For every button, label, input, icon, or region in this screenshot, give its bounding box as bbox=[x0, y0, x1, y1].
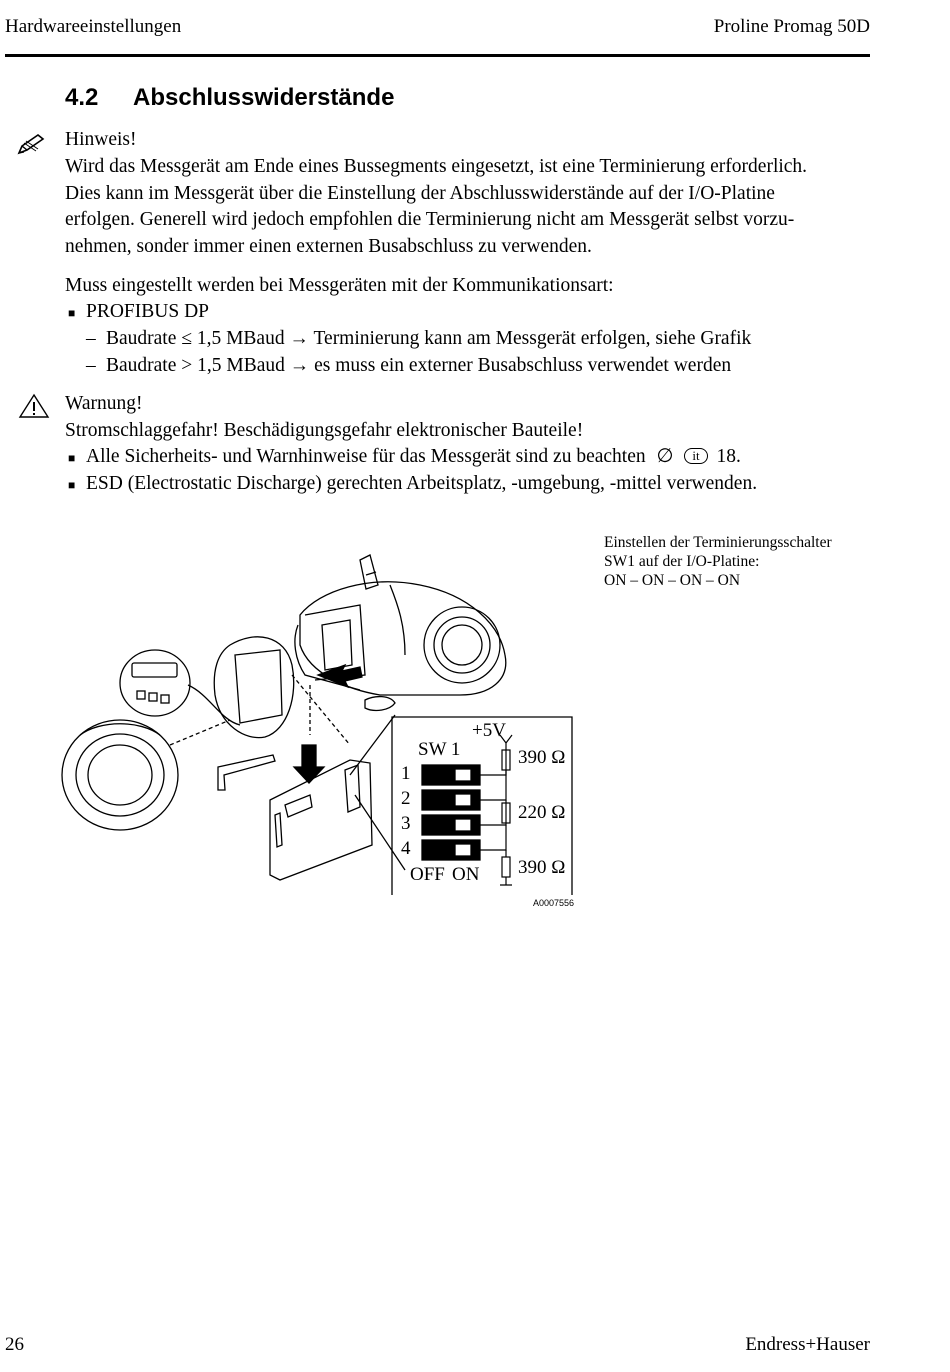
page-number: 26 bbox=[5, 1334, 24, 1355]
footer-brand: Endress+Hauser bbox=[745, 1334, 870, 1355]
terminating-switch-illustration bbox=[60, 545, 590, 915]
note-line-1: Wird das Messgerät am Ende eines Bussegments eingesetzt, ist eine Terminierung erforderlich. bbox=[65, 156, 808, 177]
warning-bullet-2: ■ ESD (Electrostatic Discharge) gerechten Arbeitsplatz, -umgebung, -mittel verwenden. bbox=[86, 471, 757, 498]
resistor-value-1: 390 Ω bbox=[518, 747, 566, 768]
switch-name-label: SW 1 bbox=[418, 739, 461, 760]
section-heading bbox=[65, 84, 394, 112]
resistor-network bbox=[480, 735, 512, 885]
housing-cover-ring bbox=[424, 607, 500, 683]
switch-position-3: 3 bbox=[401, 813, 411, 834]
header-chapter: Hardwareeinstellungen bbox=[5, 16, 182, 37]
switch-position-1: 1 bbox=[401, 763, 411, 784]
voltage-label: +5V bbox=[472, 720, 506, 741]
switch-position-4: 4 bbox=[401, 838, 411, 859]
config-bullet: ■ PROFIBUS DP bbox=[86, 299, 209, 326]
warning-label: Warnung! bbox=[65, 393, 143, 414]
figure-code: A0007556 bbox=[533, 898, 575, 908]
dip-switch-sw1 bbox=[422, 765, 480, 860]
header-product: Proline Promag 50D bbox=[713, 16, 870, 37]
header-rule bbox=[5, 54, 870, 57]
section-title: Abschlusswiderstände bbox=[133, 84, 395, 111]
note-line-2: Dies kann im Messgerät über die Einstellung der Abschlusswiderstände auf der I/O-Platine bbox=[65, 183, 775, 204]
figure-caption-line-1: Einstellen der Terminierungsschalter bbox=[604, 534, 832, 551]
front-cover-ring bbox=[62, 720, 178, 830]
note-line-3: erfolgen. Generell wird jedoch empfohlen die Terminierung nicht am Messgerät selbst vorzu- bbox=[65, 209, 795, 230]
config-intro: Muss eingestellt werden bei Messgeräten mit der Kommunikationsart: bbox=[65, 275, 614, 296]
figure-caption-line-2: SW1 auf der I/O-Platine: bbox=[604, 553, 760, 570]
io-board bbox=[270, 760, 372, 880]
warning-line: Stromschlaggefahr! Beschädigungsgefahr elektronischer Bauteile! bbox=[65, 420, 584, 441]
figure-caption-line-3: ON – ON – ON – ON bbox=[604, 572, 741, 589]
warning-triangle-icon bbox=[18, 393, 50, 419]
figure-caption bbox=[604, 533, 832, 590]
warning-bullet-1-page: 18. bbox=[716, 446, 741, 467]
switch-off-label: OFF bbox=[410, 864, 445, 885]
switch-position-2: 2 bbox=[401, 788, 411, 809]
resistor-value-2: 220 Ω bbox=[518, 802, 566, 823]
section-number: 4.2 bbox=[65, 84, 99, 111]
hex-key-tool bbox=[218, 755, 275, 790]
page-reference-badge: it bbox=[684, 448, 707, 464]
warning-bullet-1 bbox=[86, 444, 741, 471]
note-line-4: nehmen, sonder immer einen externen Busabschluss zu verwenden. bbox=[65, 236, 592, 257]
down-arrow bbox=[294, 745, 324, 783]
config-dash-1: – Baudrate ≤ 1,5 MBaud → Terminierung kann am Messgerät erfolgen, siehe Grafik bbox=[106, 326, 751, 353]
document-reference-icon: ∅ bbox=[656, 446, 674, 467]
pencil-note-icon bbox=[16, 133, 48, 157]
warning-bullet-1-text: Alle Sicherheits- und Warnhinweise für das Messgerät sind zu beachten bbox=[86, 446, 646, 467]
config-dash-2: – Baudrate > 1,5 MBaud → es muss ein externer Busabschluss verwendet werden bbox=[106, 353, 731, 380]
note-label: Hinweis! bbox=[65, 129, 137, 150]
display-module bbox=[120, 650, 190, 716]
switch-on-label: ON bbox=[452, 864, 480, 885]
resistor-value-3: 390 Ω bbox=[518, 857, 566, 878]
